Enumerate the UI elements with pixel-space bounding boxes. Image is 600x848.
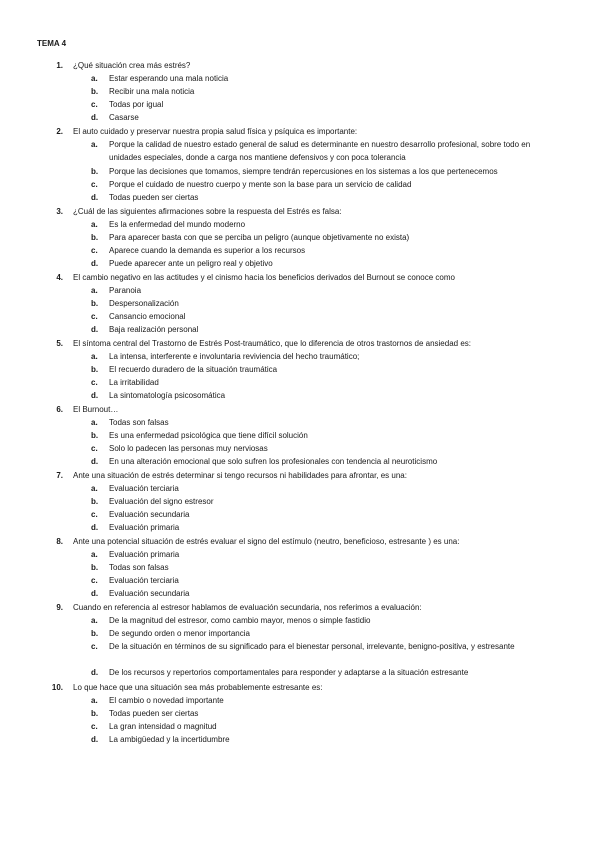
option-text: Cansancio emocional [109, 312, 186, 321]
option-letter: a. [91, 286, 98, 295]
option-letter: a. [91, 140, 98, 149]
option-text: La ambigüedad y la incertidumbre [109, 735, 230, 744]
option-text: Solo lo padecen las personas muy nerviosas [109, 444, 268, 453]
question-text: ¿Qué situación crea más estrés? [73, 61, 191, 70]
option-text: De la situación en términos de su significado para el bienestar personal, irrelevante, benigno-positiva, y estresante [109, 642, 515, 651]
option-letter: c. [91, 180, 98, 189]
option-text: Para aparecer basta con que se perciba un peligro (aunque objetivamente no exista) [109, 233, 410, 242]
question-number: 10. [51, 683, 63, 692]
question-number: 5. [56, 339, 63, 348]
option-text: Evaluación secundaria [109, 510, 190, 519]
option-letter: b. [91, 497, 99, 506]
option-text: Puede aparecer ante un peligro real y objetivo [109, 259, 273, 268]
option-text: La intensa, interferente e involuntaria reviviencia del hecho traumático; [109, 352, 360, 361]
option-text: Evaluación terciaria [109, 484, 179, 493]
option-text: De segundo orden o menor importancia [109, 629, 250, 638]
option-text: Es una enfermedad psicológica que tiene difícil solución [109, 431, 308, 440]
option-text: Estar esperando una mala noticia [109, 74, 229, 83]
question-text: El cambio negativo en las actitudes y el cinismo hacia los beneficios derivados del Burnout se conoce como [73, 273, 455, 282]
question-text: ¿Cuál de las siguientes afirmaciones sobre la respuesta del Estrés es falsa: [73, 207, 342, 216]
option-text: El recuerdo duradero de la situación traumática [109, 365, 278, 374]
option-letter: c. [91, 100, 98, 109]
option-letter: c. [91, 444, 98, 453]
option-letter: d. [91, 259, 99, 268]
option-letter: b. [91, 299, 99, 308]
option-letter: a. [91, 220, 98, 229]
option-letter: c. [91, 246, 98, 255]
question-number: 8. [56, 537, 63, 546]
option-text: La irritabilidad [109, 378, 159, 387]
option-letter: d. [91, 193, 99, 202]
option-text: Baja realización personal [109, 325, 199, 334]
option-text: Todas pueden ser ciertas [109, 193, 199, 202]
question-number: 6. [56, 405, 63, 414]
option-letter: b. [91, 87, 99, 96]
option-letter: b. [91, 431, 99, 440]
option-letter: d. [91, 325, 99, 334]
option-text: Paranoia [109, 286, 142, 295]
option-text: Despersonalización [109, 299, 179, 308]
option-text: Todas son falsas [109, 563, 169, 572]
option-text: Evaluación del signo estresor [109, 497, 214, 506]
option-letter: d. [91, 457, 99, 466]
option-text: Evaluación primaria [109, 550, 180, 559]
option-letter: c. [91, 642, 98, 651]
option-letter: b. [91, 167, 99, 176]
question-number: 3. [56, 207, 63, 216]
option-text: De la magnitud del estresor, como cambio mayor, menos o simple fastidio [109, 616, 371, 625]
option-letter: a. [91, 352, 98, 361]
question-number: 9. [56, 603, 63, 612]
option-text: Evaluación terciaria [109, 576, 179, 585]
option-letter: c. [91, 312, 98, 321]
option-text: En una alteración emocional que solo sufren los profesionales con tendencia al neuroticismo [109, 457, 438, 466]
question-number: 7. [56, 471, 63, 480]
option-letter: a. [91, 616, 98, 625]
option-letter: d. [91, 589, 99, 598]
question-text: Ante una situación de estrés determinar si tengo recursos ni habilidades para afrontar, es una: [73, 471, 407, 480]
option-text: Evaluación primaria [109, 523, 180, 532]
option-text: De los recursos y repertorios comportamentales para responder y adaptarse a la situación estresante [109, 668, 469, 677]
option-letter: c. [91, 378, 98, 387]
option-text: La gran intensidad o magnitud [109, 722, 217, 731]
document-title: TEMA 4 [37, 39, 67, 48]
option-letter: b. [91, 629, 99, 638]
option-text: Es la enfermedad del mundo moderno [109, 220, 246, 229]
question-text: Ante una potencial situación de estrés evaluar el signo del estímulo (neutro, beneficioso, estresante ) es una: [73, 537, 460, 546]
question-number: 2. [56, 127, 63, 136]
option-letter: a. [91, 418, 98, 427]
question-text: Lo que hace que una situación sea más probablemente estresante es: [73, 683, 323, 692]
option-text: Evaluación secundaria [109, 589, 190, 598]
option-letter: b. [91, 709, 99, 718]
option-text: Todas por igual [109, 100, 164, 109]
option-text: El cambio o novedad importante [109, 696, 224, 705]
option-letter: c. [91, 510, 98, 519]
option-letter: c. [91, 576, 98, 585]
question-text: El Burnout… [73, 405, 119, 414]
question-text: Cuando en referencia al estresor hablamos de evaluación secundaria, nos referimos a evaluación: [73, 603, 422, 612]
option-letter: b. [91, 365, 99, 374]
option-text: Porque la calidad de nuestro estado general de salud es determinante en nuestro desarrollo profesional, sobre todo en unidades especiales, donde a carga nos mantiene defensivos y con poca tolerancia [109, 140, 531, 163]
option-text: La sintomatología psicosomática [109, 391, 226, 400]
option-text: Todas pueden ser ciertas [109, 709, 199, 718]
option-letter: a. [91, 550, 98, 559]
option-text: Casarse [109, 113, 139, 122]
option-letter: b. [91, 233, 99, 242]
option-letter: c. [91, 722, 98, 731]
option-letter: d. [91, 523, 99, 532]
option-text: Aparece cuando la demanda es superior a los recursos [109, 246, 306, 255]
question-number: 4. [56, 273, 63, 282]
question-text: El síntoma central del Trastorno de Estrés Post-traumático, que lo diferencia de otros trastornos de ansiedad es: [73, 339, 471, 348]
option-letter: a. [91, 74, 98, 83]
option-text: Recibir una mala noticia [109, 87, 195, 96]
option-letter: d. [91, 113, 99, 122]
option-text: Todas son falsas [109, 418, 169, 427]
option-letter: a. [91, 696, 98, 705]
option-letter: d. [91, 391, 99, 400]
option-letter: a. [91, 484, 98, 493]
option-text: Porque las decisiones que tomamos, siempre tendrán repercusiones en los sistemas a los que pertenecemos [109, 167, 498, 176]
option-letter: d. [91, 668, 99, 677]
question-text: El auto cuidado y preservar nuestra propia salud física y psíquica es importante: [73, 127, 358, 136]
option-letter: b. [91, 563, 99, 572]
option-text: Porque el cuidado de nuestro cuerpo y mente son la base para un servicio de calidad [109, 180, 412, 189]
question-number: 1. [56, 61, 63, 70]
option-letter: d. [91, 735, 99, 744]
